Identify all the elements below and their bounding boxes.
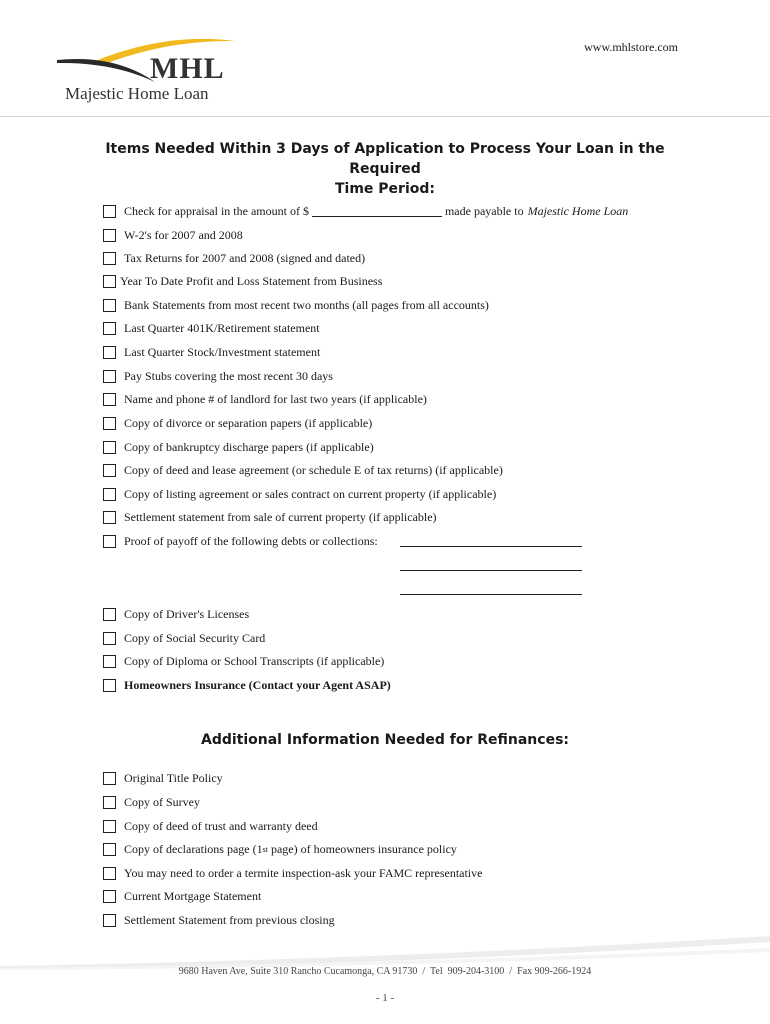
checklist-item-label: Tax Returns for 2007 and 2008 (signed and dated) [124, 250, 366, 265]
checklist-item-label: Copy of bankruptcy discharge papers (if applicable) [124, 439, 374, 454]
checkbox[interactable] [103, 229, 116, 242]
checklist-item-label: Year To Date Profit and Loss Statement from Business [120, 273, 383, 288]
checkbox[interactable] [103, 299, 116, 312]
declarations-suffix: page) of homeowners insurance policy [267, 841, 457, 856]
checkbox[interactable] [103, 205, 116, 218]
checkbox[interactable] [103, 843, 116, 856]
checkbox[interactable] [103, 417, 116, 430]
checklist-item [103, 414, 372, 432]
checklist-item-declarations [103, 840, 457, 858]
checkbox[interactable] [103, 441, 116, 454]
checklist-item-label: You may need to order a termite inspection-ask your FAMC representative [124, 865, 483, 880]
checklist-item [103, 461, 503, 479]
logo-name: Majestic Home Loan [65, 84, 209, 103]
checklist-item [103, 769, 223, 787]
checklist-item [103, 272, 382, 290]
checklist-item [103, 226, 243, 244]
checklist-item-label: Last Quarter 401K/Retirement statement [124, 320, 320, 335]
checklist-item-label: Copy of Survey [124, 794, 200, 809]
checkbox[interactable] [103, 796, 116, 809]
declarations-superscript: st [262, 844, 268, 854]
checkbox[interactable] [103, 535, 116, 548]
checklist-item [103, 793, 200, 811]
debt-entry-line[interactable] [400, 570, 582, 571]
checkbox[interactable] [103, 914, 116, 927]
checkbox[interactable] [103, 820, 116, 833]
checkbox[interactable] [103, 393, 116, 406]
checklist-item [103, 652, 384, 670]
appraisal-suffix: made payable to [444, 203, 524, 218]
checklist-item [103, 676, 391, 694]
checkbox[interactable] [103, 346, 116, 359]
checklist-item [103, 864, 482, 882]
checkbox[interactable] [103, 464, 116, 477]
checklist-item [103, 629, 265, 647]
checklist-item-label: Copy of listing agreement or sales contract on current property (if applicable) [124, 486, 497, 501]
appraisal-prefix: Check for appraisal in the amount of $ [124, 203, 309, 218]
checklist-item-label: Copy of deed of trust and warranty deed [124, 818, 318, 833]
checklist-item-label: Original Title Policy [124, 770, 223, 785]
checkbox[interactable] [103, 772, 116, 785]
checklist-item-label: W-2's for 2007 and 2008 [124, 227, 243, 242]
page-title-line2: Time Period: [334, 181, 435, 197]
checklist-item [103, 485, 496, 503]
header-divider [0, 116, 770, 117]
page-title-line1: Items Needed Within 3 Days of Application to Process Your Loan in the Required [105, 141, 665, 177]
checkbox[interactable] [103, 632, 116, 645]
checklist-item [103, 817, 318, 835]
checklist-item [103, 343, 320, 361]
checkbox[interactable] [103, 867, 116, 880]
checklist-item [103, 508, 437, 526]
checkbox[interactable] [103, 370, 116, 383]
debt-entry-line[interactable] [400, 546, 582, 547]
checklist-item-payoff [103, 532, 378, 550]
checklist-item-label: Copy of divorce or separation papers (if applicable) [124, 415, 373, 430]
footer-swoosh-icon [0, 930, 770, 970]
checklist-item-label: Copy of Diploma or School Transcripts (if applicable) [124, 653, 385, 668]
checklist-item [103, 390, 427, 408]
checkbox[interactable] [103, 890, 116, 903]
page-title [80, 139, 690, 199]
appraisal-payee: Majestic Home Loan [527, 203, 629, 218]
appraisal-amount-field[interactable] [312, 205, 442, 217]
checklist-item-appraisal [103, 202, 628, 220]
website-url: www.mhlstore.com [584, 40, 678, 54]
checkbox[interactable] [103, 488, 116, 501]
checklist-item-label: Settlement statement from sale of current property (if applicable) [124, 509, 437, 524]
checklist-item-label: Pay Stubs covering the most recent 30 days [124, 368, 333, 383]
checkbox[interactable] [103, 322, 116, 335]
checklist-item-label: Current Mortgage Statement [124, 888, 262, 903]
checklist-item-label: Proof of payoff of the following debts or collections: [124, 533, 378, 548]
checklist-item [103, 887, 261, 905]
page-number: - 1 - [375, 992, 395, 1004]
checkbox[interactable] [103, 655, 116, 668]
checklist-item [103, 605, 249, 623]
checklist-item [103, 438, 374, 456]
checklist-item-label: Name and phone # of landlord for last two years (if applicable) [124, 391, 427, 406]
checklist-item-label: Copy of deed and lease agreement (or schedule E of tax returns) (if applicable) [124, 462, 503, 477]
checklist-item [103, 911, 335, 929]
checkbox[interactable] [103, 679, 116, 692]
checklist-item-label: Bank Statements from most recent two months (all pages from all accounts) [124, 297, 489, 312]
checkbox[interactable] [103, 511, 116, 524]
checklist-item-label: Homeowners Insurance (Contact your Agent ASAP) [124, 677, 391, 692]
logo-mark: MHL [150, 52, 225, 85]
refinance-section-title: Additional Information Needed for Refinances: [200, 732, 569, 748]
checklist-item [103, 367, 333, 385]
checklist-item [103, 319, 320, 337]
checkbox[interactable] [103, 608, 116, 621]
checklist-item-label: Settlement Statement from previous closing [124, 912, 335, 927]
checkbox[interactable] [103, 275, 116, 288]
debt-entry-line[interactable] [400, 594, 582, 595]
footer-address: 9680 Haven Ave, Suite 310 Rancho Cucamonga, CA 91730 / Tel 909-204-3100 / Fax 909-266-1924 [178, 966, 592, 977]
checklist-item-label: Last Quarter Stock/Investment statement [124, 344, 321, 359]
checklist-item [103, 249, 365, 267]
checklist-item [103, 296, 489, 314]
checkbox[interactable] [103, 252, 116, 265]
company-logo [55, 38, 240, 108]
declarations-prefix: Copy of declarations page (1 [124, 841, 263, 856]
checklist-item-label: Copy of Social Security Card [124, 630, 266, 645]
checklist-item-label: Copy of Driver's Licenses [124, 606, 250, 621]
